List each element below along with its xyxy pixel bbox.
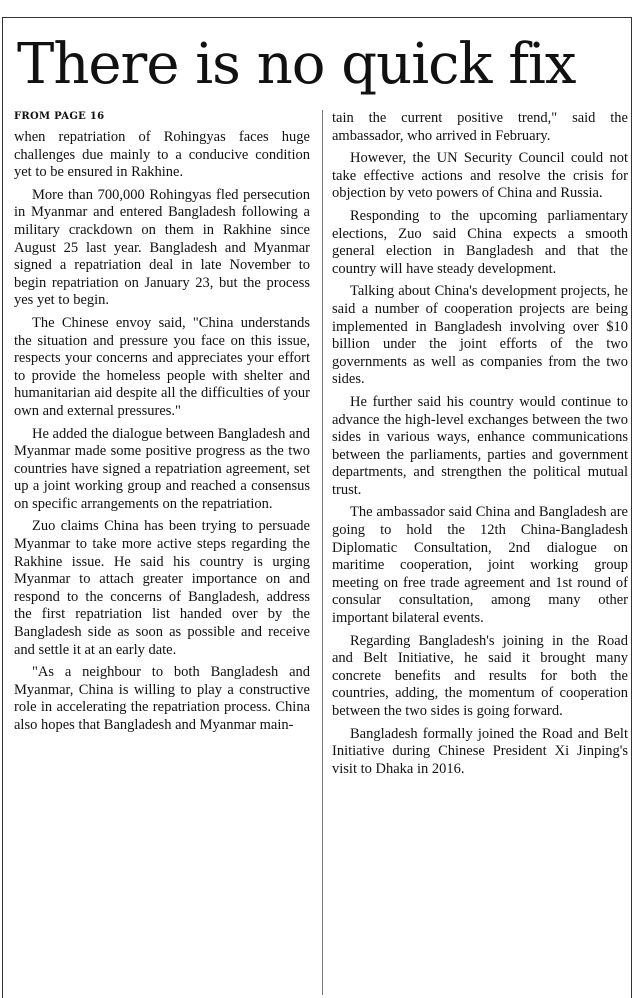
paragraph: More than 700,000 Rohingyas fled persecution in Myanmar and entered Bangladesh following a military crackdown on them in Rakhine since August 25 last year. Bangladesh and Myanmar signed a repatriation deal in late November to begin repatriation on January 23, but the process yes yet to begin. xyxy=(14,186,310,309)
paragraph: However, the UN Security Council could not take effective actions and resolve the crisis for objection by veto powers of China and Russia. xyxy=(332,150,628,202)
paragraph: He added the dialogue between Bangladesh and Myanmar made some positive progress as the two countries have signed a repatriation agreement, set up a joint working group and reached a consensus on specific arrangements on the repatriation. xyxy=(14,425,310,512)
jump-label: FROM PAGE 16 xyxy=(14,111,105,122)
top-rule xyxy=(2,17,632,18)
paragraph: Zuo claims China has been trying to persuade Myanmar to take more active steps regarding the Rakhine issue. He said his country is urging Myanmar to attach greater importance on and respond to the concerns of Bangladesh, address the first repatriation list handed over by the Bangladesh side as soon as possible and receive and settle it at an early date. xyxy=(14,518,310,658)
paragraph: Regarding Bangladesh's joining in the Road and Belt Initiative, he said it brought many concrete benefits and results for both the countries, adding, the momentum of cooperation between the two sides is going forward. xyxy=(332,632,628,719)
article-column-left xyxy=(14,110,310,740)
paragraph: "As a neighbour to both Bangladesh and Myanmar, China is willing to play a constructive role in accelerating the repatriation process. China also hopes that Bangladesh and Myanmar main- xyxy=(14,664,310,733)
paragraph: Talking about China's development projects, he said a number of cooperation projects are being implemented in Bangladesh involving over $10 billion under the joint efforts of the two governments as well as companies from the two sides. xyxy=(332,283,628,388)
frame-left-border xyxy=(2,17,3,998)
paragraph: Bangladesh formally joined the Road and Belt Initiative during Chinese President Xi Jinping's visit to Dhaka in 2016. xyxy=(332,725,628,777)
column-divider xyxy=(322,110,323,995)
frame-right-border xyxy=(631,17,632,998)
headline: There is no quick fix xyxy=(17,32,576,97)
paragraph: The Chinese envoy said, "China understands the situation and pressure you face on this issue, respects your concerns and appreciates your effort to provide the homeless people with shelter and humanitarian aid despite all the difficulties of your own and external pressures." xyxy=(14,314,310,419)
paragraph: when repatriation of Rohingyas faces huge challenges due mainly to a conducive condition yet to be ensured in Rakhine. xyxy=(14,129,310,181)
paragraph: Responding to the upcoming parliamentary elections, Zuo said China expects a smooth general election in Bangladesh and that the country will have steady development. xyxy=(332,207,628,277)
paragraph: He further said his country would continue to advance the high-level exchanges between the two sides in various ways, enhance communications between the parliaments, parties and government departments, and strengthen the political mutual trust. xyxy=(332,393,628,498)
paragraph: The ambassador said China and Bangladesh are going to hold the 12th China-Bangladesh Diplomatic Consultation, 2nd dialogue on maritime cooperation, joint working group meeting on free trade agreement and 1st round of consular consultation, among many other important bilateral events. xyxy=(332,504,628,627)
paragraph: tain the current positive trend," said the ambassador, who arrived in February. xyxy=(332,110,628,144)
article-column-right xyxy=(332,110,628,783)
